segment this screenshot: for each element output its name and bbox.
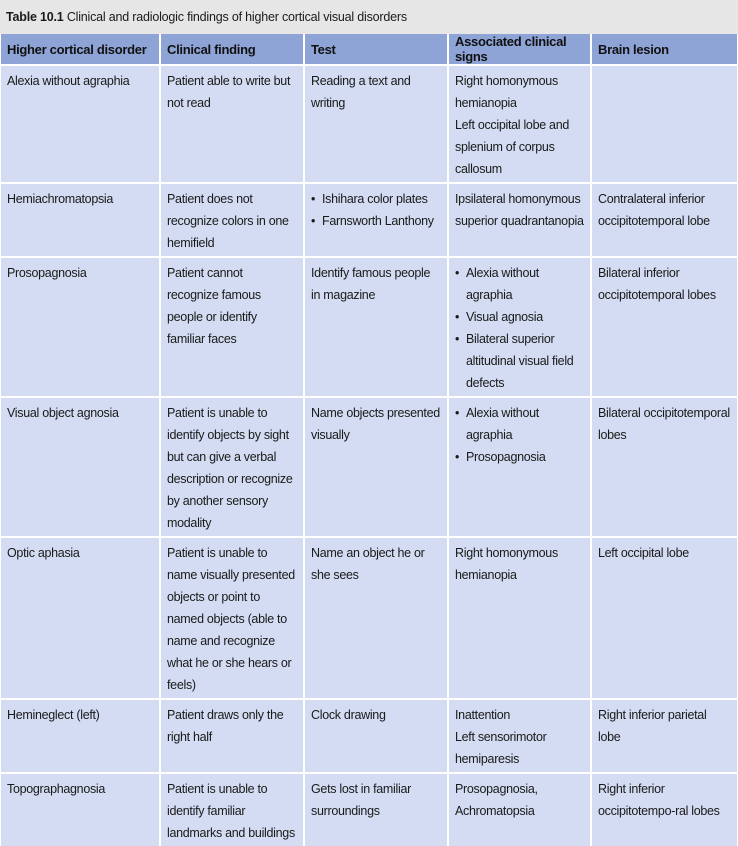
cell-disorder: Prosopagnosia bbox=[1, 257, 160, 397]
cell-lesion: Contralateral inferior occipitotemporal lobe bbox=[591, 183, 737, 257]
sign-text: Right homonymous hemianopia bbox=[455, 74, 558, 110]
test-text: Name an object he or she sees bbox=[311, 546, 425, 582]
cell-signs bbox=[448, 699, 591, 773]
sign-bullet: • Alexia without agraphia bbox=[455, 262, 584, 306]
column-header-signs: Associated clinical signs bbox=[448, 34, 591, 65]
cell-signs bbox=[448, 65, 591, 183]
cell-disorder: Topographagnosia bbox=[1, 773, 160, 846]
column-header-disorder: Higher cortical disorder bbox=[1, 34, 160, 65]
table-caption bbox=[0, 0, 738, 34]
cell-test bbox=[304, 257, 448, 397]
test-text: Gets lost in familiar surroundings bbox=[311, 782, 411, 818]
cell-signs bbox=[448, 397, 591, 537]
cell-disorder: Optic aphasia bbox=[1, 537, 160, 699]
cell-finding: Patient is unable to identify familiar landmarks and buildings bbox=[160, 773, 304, 846]
test-text: Clock drawing bbox=[311, 708, 386, 722]
cell-disorder: Visual object agnosia bbox=[1, 397, 160, 537]
column-header-lesion: Brain lesion bbox=[591, 34, 737, 65]
sign-bullet: • Visual agnosia bbox=[455, 306, 584, 328]
column-header-finding: Clinical finding bbox=[160, 34, 304, 65]
test-text: Identify famous people in magazine bbox=[311, 266, 431, 302]
cell-lesion: Right inferior occipitotempo-ral lobes bbox=[591, 773, 737, 846]
cell-signs bbox=[448, 257, 591, 397]
cell-test bbox=[304, 537, 448, 699]
cell-signs bbox=[448, 773, 591, 846]
sign-text: Right homonymous hemianopia bbox=[455, 546, 558, 582]
column-header-test: Test bbox=[304, 34, 448, 65]
cell-lesion: Left occipital lobe bbox=[591, 537, 737, 699]
cell-finding: Patient is unable to identify objects by sight but can give a verbal description or recognize by another sensory modality bbox=[160, 397, 304, 537]
cell-test bbox=[304, 65, 448, 183]
table-label: Table 10.1 bbox=[6, 10, 64, 24]
cell-signs bbox=[448, 537, 591, 699]
table-title: Clinical and radiologic findings of higher cortical visual disorders bbox=[66, 10, 407, 24]
cell-test bbox=[304, 773, 448, 846]
table-row bbox=[1, 183, 737, 257]
cell-lesion: Bilateral inferior occipitotemporal lobes bbox=[591, 257, 737, 397]
sign-text: Left sensorimotor hemiparesis bbox=[455, 730, 547, 766]
cell-disorder: Hemiachromatopsia bbox=[1, 183, 160, 257]
cell-finding: Patient is unable to name visually presented objects or point to named objects (able to name and recognize what he or she hears or feels) bbox=[160, 537, 304, 699]
findings-table bbox=[1, 34, 737, 846]
test-bullet: • Ishihara color plates bbox=[311, 188, 441, 210]
sign-bullet: • Prosopagnosia bbox=[455, 446, 584, 468]
cell-disorder: Alexia without agraphia bbox=[1, 65, 160, 183]
sign-bullet: • Bilateral superior altitudinal visual field defects bbox=[455, 328, 584, 394]
cell-finding: Patient able to write but not read bbox=[160, 65, 304, 183]
test-text: Reading a text and writing bbox=[311, 74, 411, 110]
table-row bbox=[1, 773, 737, 846]
cell-test bbox=[304, 183, 448, 257]
sign-bullet: • Alexia without agraphia bbox=[455, 402, 584, 446]
cell-finding: Patient does not recognize colors in one hemifield bbox=[160, 183, 304, 257]
sign-text: Inattention bbox=[455, 708, 511, 722]
sign-text: Ipsilateral homonymous superior quadrantanopia bbox=[455, 192, 584, 228]
test-bullet: • Farnsworth Lanthony bbox=[311, 210, 441, 232]
table-row bbox=[1, 65, 737, 183]
cell-disorder: Hemineglect (left) bbox=[1, 699, 160, 773]
cell-lesion: Right inferior parietal lobe bbox=[591, 699, 737, 773]
test-text: Name objects presented visually bbox=[311, 406, 440, 442]
table-row bbox=[1, 537, 737, 699]
table-row bbox=[1, 699, 737, 773]
cell-signs bbox=[448, 183, 591, 257]
cell-finding: Patient cannot recognize famous people or identify familiar faces bbox=[160, 257, 304, 397]
table-row bbox=[1, 397, 737, 537]
cell-test bbox=[304, 699, 448, 773]
cell-lesion bbox=[591, 65, 737, 183]
cell-lesion: Bilateral occipitotemporal lobes bbox=[591, 397, 737, 537]
sign-text: Prosopagnosia, Achromatopsia bbox=[455, 782, 538, 818]
cell-finding: Patient draws only the right half bbox=[160, 699, 304, 773]
sign-text: Left occipital lobe and splenium of corpus callosum bbox=[455, 118, 570, 176]
cell-test bbox=[304, 397, 448, 537]
table-row bbox=[1, 257, 737, 397]
header-row bbox=[1, 34, 737, 65]
